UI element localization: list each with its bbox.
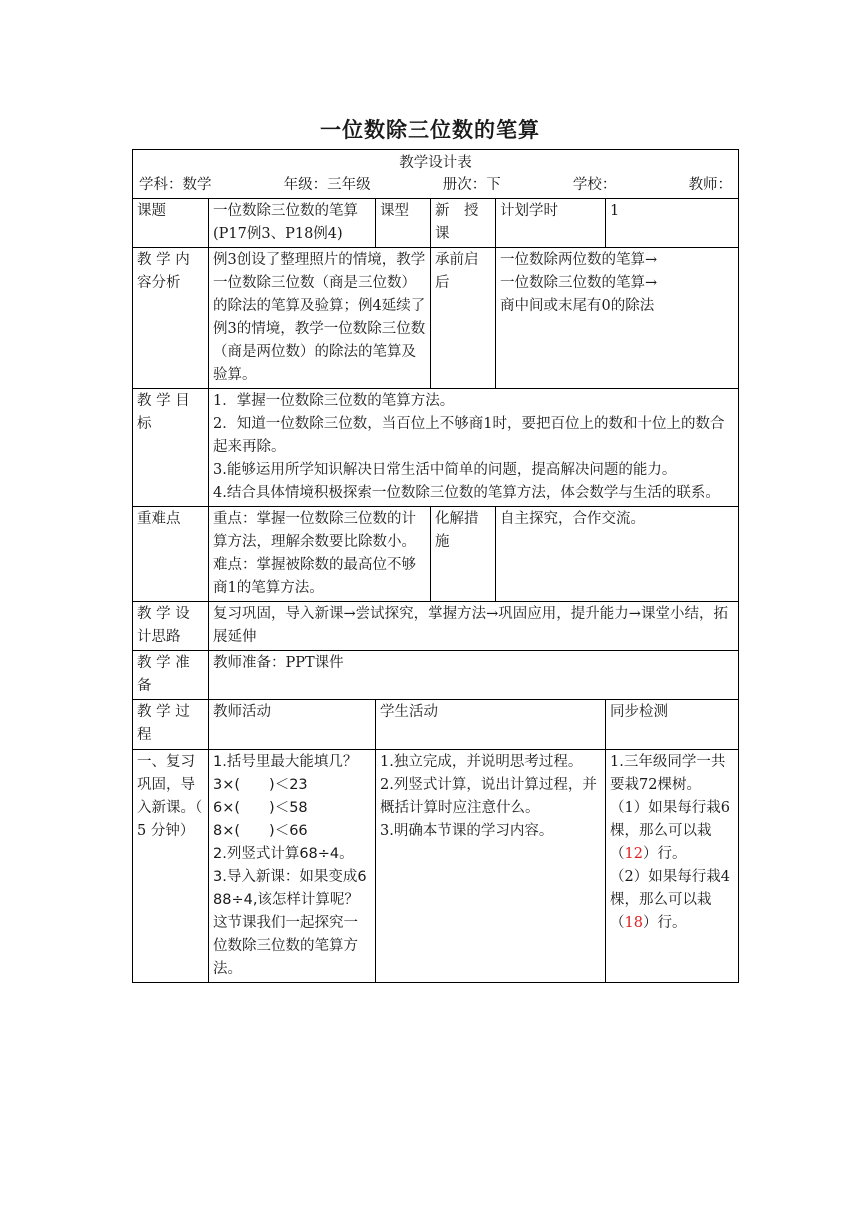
difficult-point: 难点：掌握被除数的最高位不够商1的笔算方法。 (213, 557, 416, 596)
content-analysis-row (133, 248, 739, 389)
objective-item: 4.结合具体情境积极探索一位数除三位数的笔算方法，体会数学与生活的联系。 (213, 485, 720, 501)
meta-subject: 学科：数学 (139, 177, 212, 193)
key-points-content (209, 507, 431, 602)
teacher-line: 8×( )＜66 (213, 823, 308, 839)
objectives-label: 教 学 目标 (133, 389, 209, 507)
meta-teacher: 教师： (688, 177, 733, 193)
planned-hours-value: 1 (606, 199, 739, 248)
resolve-value: 自主探究，合作交流。 (496, 507, 739, 602)
process-header-row (133, 700, 739, 750)
link-line: 一位数除三位数的笔算→ (500, 275, 658, 291)
link-line: 商中间或末尾有0的除法 (500, 298, 655, 314)
check-question-2 (610, 866, 734, 935)
student-line: 1.独立完成，并说明思考过程。 (380, 754, 583, 770)
objectives-content (209, 389, 739, 507)
stage-label: 一、复习巩固，导入新课。（ 5 分钟） (133, 750, 209, 983)
preparation-text: 教师准备：PPT课件 (209, 651, 739, 700)
check-question-1 (610, 797, 734, 866)
planned-hours-label: 计划学时 (496, 199, 606, 248)
form-header-row (133, 150, 739, 199)
teacher-line: 2.列竖式计算68÷4。 (213, 846, 354, 862)
teacher-line: 1.括号里最大能填几？ (213, 754, 358, 770)
objectives-row (133, 389, 739, 507)
student-activity-header: 学生活动 (376, 700, 606, 750)
link-line: 一位数除两位数的笔算→ (500, 252, 658, 268)
check-intro: 1.三年级同学一共要栽72棵树。 (610, 754, 726, 793)
lesson-type-label: 课型 (376, 199, 431, 248)
topic-value: 一位数除三位数的笔算(P17例3、P18例4) (209, 199, 376, 248)
design-idea-row (133, 602, 739, 651)
meta-info (139, 174, 732, 196)
teaching-design-table (132, 149, 739, 983)
meta-school: 学校： (572, 177, 617, 193)
student-activity-content (376, 750, 606, 983)
process-stage-row (133, 750, 739, 983)
teacher-activity-content (209, 750, 376, 983)
topic-row (133, 199, 739, 248)
objective-item: 1．掌握一位数除三位数的笔算方法。 (213, 393, 455, 409)
q2-suffix: ）行。 (642, 915, 687, 931)
q2-answer: 18 (624, 915, 643, 931)
objective-item: 3.能够运用所学知识解决日常生活中简单的问题，提高解决问题的能力。 (213, 462, 677, 478)
process-label: 教 学 过程 (133, 700, 209, 750)
sync-check-header: 同步检测 (606, 700, 739, 750)
teacher-activity-header: 教师活动 (209, 700, 376, 750)
meta-volume: 册次：下 (442, 177, 501, 193)
teacher-line: 3.导入新课：如果变成688÷4,该怎样计算呢？这节课我们一起探究一位数除三位数的笔算方法。 (213, 869, 367, 977)
preparation-row (133, 651, 739, 700)
q1-answer: 12 (624, 846, 643, 862)
q1-suffix: ）行。 (642, 846, 687, 862)
design-idea-label: 教 学 设计思路 (133, 602, 209, 651)
key-points-row (133, 507, 739, 602)
form-title: 教学设计表 (399, 155, 472, 171)
student-line: 3.明确本节课的学习内容。 (380, 823, 554, 839)
teacher-line: 6×( )＜58 (213, 800, 308, 816)
document-title: 一位数除三位数的笔算 (320, 118, 540, 142)
key-point: 重点：掌握一位数除三位数的计算方法，理解余数要比除数小。 (213, 511, 416, 550)
teacher-line: 3×( )＜23 (213, 777, 308, 793)
lesson-type-value: 新 授课 (431, 199, 496, 248)
student-line: 2.列竖式计算，说出计算过程，并概括计算时应注意什么。 (380, 777, 597, 816)
q1-prefix: （1）如果每行栽6棵，那么可以栽（ (610, 800, 730, 862)
objective-item: 2．知道一位数除三位数，当百位上不够商1时，要把百位上的数和十位上的数合起来再除。 (213, 416, 725, 455)
sync-check-content (606, 750, 739, 983)
resolve-label: 化解措施 (431, 507, 496, 602)
key-points-label: 重难点 (133, 507, 209, 602)
link-label: 承前启后 (431, 248, 496, 389)
content-analysis-label: 教 学 内容分析 (133, 248, 209, 389)
design-idea-text: 复习巩固，导入新课→尝试探究，掌握方法→巩固应用，提升能力→课堂小结，拓展延伸 (209, 602, 739, 651)
meta-grade: 年级：三年级 (283, 177, 371, 193)
q2-prefix: （2）如果每行栽4棵，那么可以栽（ (610, 869, 730, 931)
content-analysis-text: 例3创设了整理照片的情境，教学一位数除三位数（商是三位数）的除法的笔算及验算；例4延续了例3的情境，教学一位数除三位数（商是两位数）的除法的笔算及验算。 (209, 248, 431, 389)
topic-label: 课题 (133, 199, 209, 248)
link-content (496, 248, 739, 389)
preparation-label: 教 学 准备 (133, 651, 209, 700)
